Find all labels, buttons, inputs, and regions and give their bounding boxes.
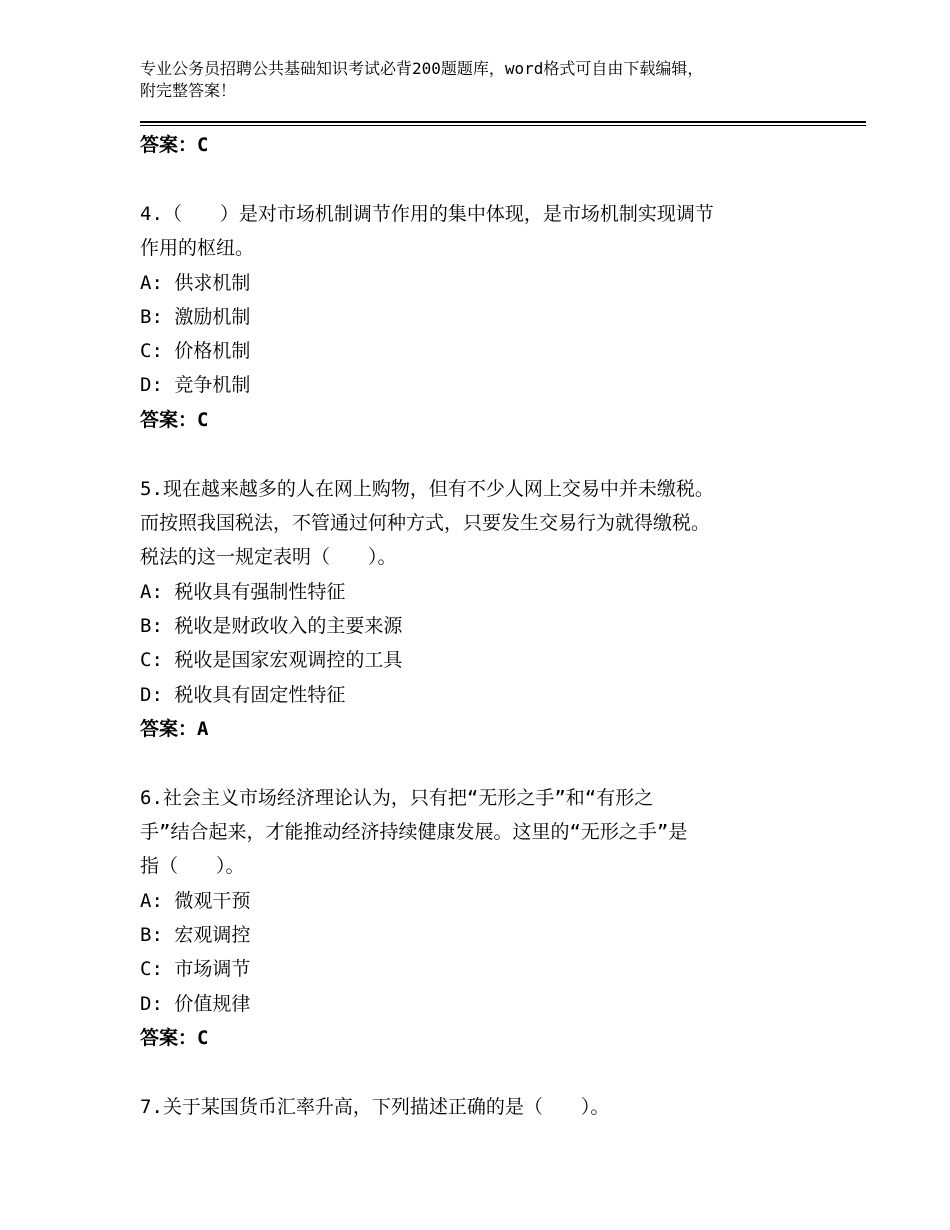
spacer	[140, 1055, 840, 1090]
header-line: 专业公务员招聘公共基础知识考试必背200题题库，word格式可自由下载编辑，	[140, 59, 704, 78]
question-line: 指（ ）。	[140, 855, 245, 878]
answer-label: 答案：C	[140, 408, 209, 431]
question-list	[140, 128, 840, 1124]
question-stem	[140, 197, 840, 266]
question-4	[140, 197, 840, 437]
header-line: 附完整答案！	[140, 81, 237, 100]
question-line: 税法的这一规定表明（ ）。	[140, 546, 397, 569]
question-line: 而按照我国税法，不管通过何种方式，只要发生交易行为就得缴税。	[140, 512, 711, 535]
answer-label: 答案：C	[140, 134, 209, 156]
option-a: A: 供求机制	[140, 271, 251, 294]
option-c: C: 价格机制	[140, 340, 251, 363]
question-6	[140, 781, 840, 1055]
option-a: A: 税收具有强制性特征	[140, 580, 346, 603]
option-b: B: 激励机制	[140, 305, 251, 328]
spacer	[140, 162, 840, 197]
option-c: C: 税收是国家宏观调控的工具	[140, 649, 403, 672]
question-line: 作用的枢纽。	[140, 237, 255, 260]
header-divider	[140, 121, 866, 123]
option-d: D: 价值规律	[140, 992, 251, 1015]
question-line: 5.现在越来越多的人在网上购物，但有不少人网上交易中并未缴税。	[140, 477, 714, 500]
spacer	[140, 746, 840, 781]
page-header	[140, 58, 830, 102]
question-stem	[140, 1090, 840, 1124]
question-line: 7.关于某国货币汇率升高，下列描述正确的是（ ）。	[140, 1095, 610, 1118]
question-line: 4.（ ）是对市场机制调节作用的集中体现，是市场机制实现调节	[140, 203, 714, 225]
question-stem	[140, 781, 840, 884]
option-d: D: 竞争机制	[140, 374, 251, 397]
option-b: B: 税收是财政收入的主要来源	[140, 614, 403, 637]
question-7	[140, 1090, 840, 1124]
spacer	[140, 437, 840, 472]
question-5	[140, 472, 840, 746]
header-divider-thin	[140, 125, 866, 126]
answer-label: 答案：C	[140, 1026, 209, 1049]
option-a: A: 微观干预	[140, 889, 251, 912]
option-d: D: 税收具有固定性特征	[140, 683, 346, 706]
question-line: 手”结合起来，才能推动经济持续健康发展。这里的“无形之手”是	[140, 821, 688, 844]
option-c: C: 市场调节	[140, 958, 251, 981]
option-b: B: 宏观调控	[140, 924, 251, 947]
question-stem	[140, 472, 840, 575]
answer-label: 答案：A	[140, 717, 209, 740]
question-line: 6.社会主义市场经济理论认为，只有把“无形之手”和“有形之	[140, 786, 654, 809]
